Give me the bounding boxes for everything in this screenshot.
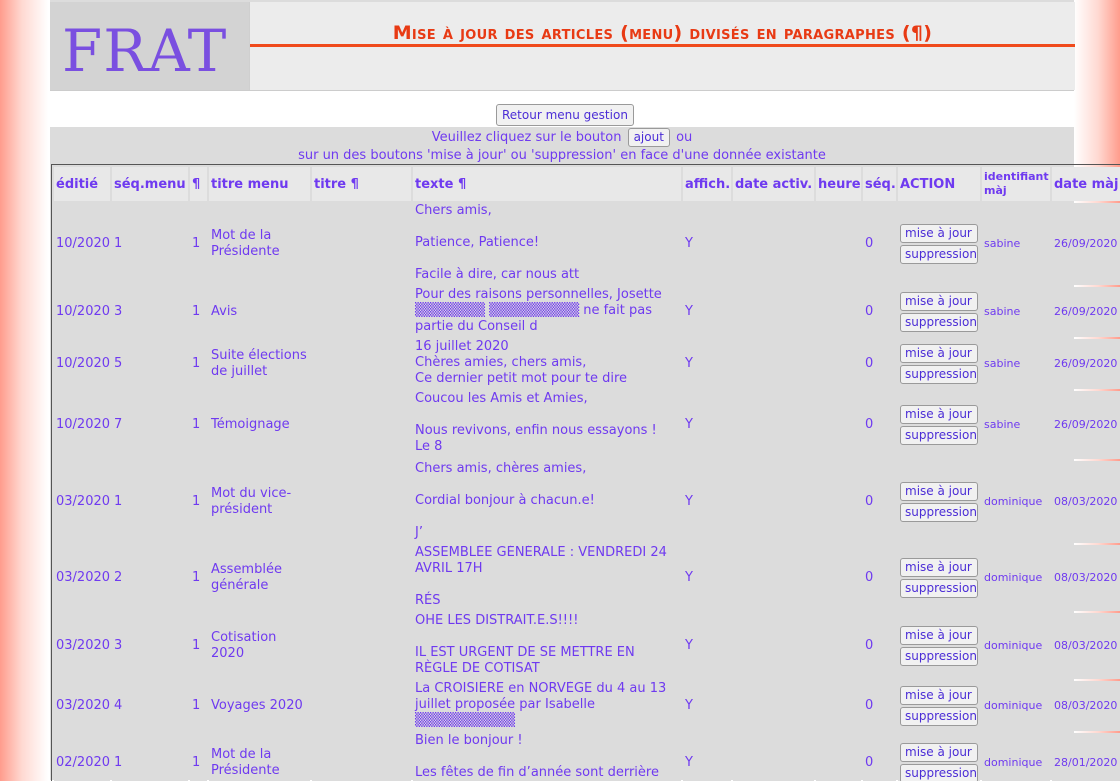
edition-cell: 03/2020 — [54, 461, 110, 543]
display-flag-cell: Y — [683, 461, 731, 543]
column-header: heure — [816, 167, 861, 201]
paragraph-cell: 1 — [190, 461, 207, 543]
delete-button[interactable]: suppression — [900, 707, 978, 726]
delete-button[interactable]: suppression — [900, 647, 978, 666]
seq-menu-cell: 4 — [112, 681, 188, 731]
updated-date-cell: 26/09/2020 — [1052, 203, 1120, 285]
sequence-cell: 0 — [863, 391, 896, 459]
paragraph-title-cell — [312, 613, 411, 679]
display-flag-cell: Y — [683, 733, 731, 781]
instructions-text-3: sur un des boutons 'mise à jour' ou 'suppression' en face d'une donnée existante — [298, 148, 826, 163]
top-toolbar — [50, 90, 1074, 127]
menu-title-cell: Mot de la Présidente — [209, 203, 310, 285]
seq-menu-cell: 1 — [112, 461, 188, 543]
table-row — [54, 461, 1120, 543]
text-cell: Chers amis, Patience, Patience! Facile à dire, car nous att — [413, 203, 681, 285]
display-flag-cell: Y — [683, 203, 731, 285]
update-button[interactable]: mise à jour — [900, 558, 978, 577]
activation-date-cell — [733, 339, 814, 389]
delete-button[interactable]: suppression — [900, 426, 978, 445]
updated-date-cell: 08/03/2020 — [1052, 545, 1120, 611]
title-underline — [250, 44, 1075, 47]
sequence-cell: 0 — [863, 287, 896, 337]
instructions-text-2: ou — [676, 130, 693, 145]
time-cell — [816, 203, 861, 285]
update-button[interactable]: mise à jour — [900, 344, 978, 363]
paragraph-cell: 1 — [190, 545, 207, 611]
updated-by-cell: dominique — [982, 545, 1050, 611]
column-header: date màj — [1052, 167, 1120, 201]
paragraph-title-cell — [312, 681, 411, 731]
paragraph-cell: 1 — [190, 339, 207, 389]
update-button[interactable]: mise à jour — [900, 686, 978, 705]
activation-date-cell — [733, 545, 814, 611]
edition-cell: 03/2020 — [54, 681, 110, 731]
column-header: séq.menu — [112, 167, 188, 201]
updated-by-cell: dominique — [982, 733, 1050, 781]
activation-date-cell — [733, 287, 814, 337]
time-cell — [816, 287, 861, 337]
display-flag-cell: Y — [683, 391, 731, 459]
update-button[interactable]: mise à jour — [900, 482, 978, 501]
update-button[interactable]: mise à jour — [900, 224, 978, 243]
column-header: titre menu — [209, 167, 310, 201]
column-header: éditié — [54, 167, 110, 201]
delete-button[interactable]: suppression — [900, 579, 978, 598]
sequence-cell: 0 — [863, 681, 896, 731]
time-cell — [816, 545, 861, 611]
column-header: séq. — [863, 167, 896, 201]
menu-title-cell: Mot de la Présidente — [209, 733, 310, 781]
display-flag-cell: Y — [683, 545, 731, 611]
paragraph-cell: 1 — [190, 733, 207, 781]
sequence-cell: 0 — [863, 545, 896, 611]
update-button[interactable]: mise à jour — [900, 405, 978, 424]
delete-button[interactable]: suppression — [900, 365, 978, 384]
table-row — [54, 681, 1120, 731]
column-header: texte ¶ — [413, 167, 681, 201]
sequence-cell: 0 — [863, 339, 896, 389]
time-cell — [816, 339, 861, 389]
time-cell — [816, 391, 861, 459]
menu-title-cell: Suite élections de juillet — [209, 339, 310, 389]
seq-menu-cell: 3 — [112, 287, 188, 337]
edition-cell: 02/2020 — [54, 733, 110, 781]
updated-date-cell: 26/09/2020 — [1052, 339, 1120, 389]
update-button[interactable]: mise à jour — [900, 626, 978, 645]
action-cell — [898, 287, 980, 337]
updated-date-cell: 26/09/2020 — [1052, 287, 1120, 337]
paragraph-cell: 1 — [190, 203, 207, 285]
menu-title-cell: Mot du vice-président — [209, 461, 310, 543]
paragraph-cell: 1 — [190, 287, 207, 337]
action-cell — [898, 733, 980, 781]
seq-menu-cell: 5 — [112, 339, 188, 389]
column-header: ACTION — [898, 167, 980, 201]
delete-button[interactable]: suppression — [900, 503, 978, 522]
paragraph-title-cell — [312, 339, 411, 389]
text-cell: Pour des raisons personnelles, Josette ▒▒▒▒▒▒▒ ▒▒▒▒▒▒▒▒▒ ne fait pas partie du Conseil d — [413, 287, 681, 337]
column-header: identifiant màj — [982, 167, 1050, 201]
updated-by-cell: sabine — [982, 203, 1050, 285]
column-header: affich. — [683, 167, 731, 201]
table-header-row — [54, 167, 1120, 201]
activation-date-cell — [733, 461, 814, 543]
action-cell — [898, 461, 980, 543]
instructions — [50, 128, 1074, 165]
menu-title-cell: Assemblée générale — [209, 545, 310, 611]
seq-menu-cell: 1 — [112, 203, 188, 285]
text-cell: La CROISIÈRE en NORVÈGE du 4 au 13 juillet proposée par Isabelle ▒▒▒▒▒▒▒▒▒▒ — [413, 681, 681, 731]
table-row — [54, 613, 1120, 679]
articles-table-container — [51, 164, 1120, 781]
menu-title-cell: Témoignage — [209, 391, 310, 459]
edition-cell: 03/2020 — [54, 613, 110, 679]
delete-button[interactable]: suppression — [900, 764, 978, 781]
edition-cell: 03/2020 — [54, 545, 110, 611]
updated-date-cell: 26/09/2020 — [1052, 391, 1120, 459]
updated-by-cell: dominique — [982, 461, 1050, 543]
updated-by-cell: dominique — [982, 681, 1050, 731]
activation-date-cell — [733, 203, 814, 285]
updated-date-cell: 28/01/2020 — [1052, 733, 1120, 781]
edition-cell: 10/2020 — [54, 203, 110, 285]
column-header: date activ. — [733, 167, 814, 201]
paragraph-title-cell — [312, 461, 411, 543]
table-row — [54, 287, 1120, 337]
title-area — [249, 2, 1075, 90]
text-cell: Bien le bonjour ! Les fêtes de fin d’année sont derrière — [413, 733, 681, 781]
table-body — [54, 203, 1120, 781]
action-cell — [898, 545, 980, 611]
updated-by-cell: sabine — [982, 339, 1050, 389]
table-row — [54, 733, 1120, 781]
display-flag-cell: Y — [683, 339, 731, 389]
column-header: ¶ — [190, 167, 207, 201]
sequence-cell: 0 — [863, 461, 896, 543]
table-row — [54, 545, 1120, 611]
instructions-text-1: Veuillez cliquez sur le bouton — [431, 130, 622, 145]
time-cell — [816, 681, 861, 731]
column-header: titre ¶ — [312, 167, 411, 201]
sequence-cell: 0 — [863, 203, 896, 285]
sequence-cell: 0 — [863, 733, 896, 781]
seq-menu-cell: 2 — [112, 545, 188, 611]
display-flag-cell: Y — [683, 287, 731, 337]
updated-date-cell: 08/03/2020 — [1052, 613, 1120, 679]
activation-date-cell — [733, 391, 814, 459]
logo-box — [50, 2, 249, 90]
delete-button[interactable]: suppression — [900, 313, 978, 332]
table-row — [54, 339, 1120, 389]
updated-date-cell: 08/03/2020 — [1052, 461, 1120, 543]
activation-date-cell — [733, 613, 814, 679]
edition-cell: 10/2020 — [54, 391, 110, 459]
menu-title-cell: Avis — [209, 287, 310, 337]
action-cell — [898, 681, 980, 731]
delete-button[interactable]: suppression — [900, 245, 978, 264]
action-cell — [898, 203, 980, 285]
action-cell — [898, 339, 980, 389]
text-cell: OHE LES DISTRAIT.E.S!!!! IL EST URGENT DE SE METTRE EN RÈGLE DE COTISAT — [413, 613, 681, 679]
seq-menu-cell: 7 — [112, 391, 188, 459]
updated-by-cell: sabine — [982, 287, 1050, 337]
time-cell — [816, 613, 861, 679]
articles-table — [52, 165, 1120, 781]
display-flag-cell: Y — [683, 613, 731, 679]
time-cell — [816, 461, 861, 543]
text-cell: 16 juillet 2020 Chères amies, chers amis, Ce dernier petit mot pour te dire — [413, 339, 681, 389]
sequence-cell: 0 — [863, 613, 896, 679]
paragraph-cell: 1 — [190, 613, 207, 679]
updated-by-cell: dominique — [982, 613, 1050, 679]
time-cell — [816, 733, 861, 781]
edition-cell: 10/2020 — [54, 287, 110, 337]
paragraph-title-cell — [312, 733, 411, 781]
edition-cell: 10/2020 — [54, 339, 110, 389]
seq-menu-cell: 3 — [112, 613, 188, 679]
updated-by-cell: sabine — [982, 391, 1050, 459]
activation-date-cell — [733, 733, 814, 781]
paragraph-title-cell — [312, 203, 411, 285]
action-cell — [898, 391, 980, 459]
menu-title-cell: Cotisation 2020 — [209, 613, 310, 679]
back-to-menu-button[interactable]: Retour menu gestion — [496, 104, 634, 126]
menu-title-cell: Voyages 2020 — [209, 681, 310, 731]
text-cell: ASSEMBLÉE GÉNÉRALE : VENDREDI 24 AVRIL 17H RÉS — [413, 545, 681, 611]
update-button[interactable]: mise à jour — [900, 743, 978, 762]
action-cell — [898, 613, 980, 679]
update-button[interactable]: mise à jour — [900, 292, 978, 311]
paragraph-cell: 1 — [190, 391, 207, 459]
table-row — [54, 391, 1120, 459]
paragraph-title-cell — [312, 287, 411, 337]
text-cell: Chers amis, chères amies, Cordial bonjour à chacun.e! J’ — [413, 461, 681, 543]
updated-date-cell: 08/03/2020 — [1052, 681, 1120, 731]
activation-date-cell — [733, 681, 814, 731]
display-flag-cell: Y — [683, 681, 731, 731]
paragraph-title-cell — [312, 391, 411, 459]
text-cell: Coucou les Amis et Amies, Nous revivons, enfin nous essayons ! Le 8 — [413, 391, 681, 459]
seq-menu-cell: 1 — [112, 733, 188, 781]
page-title: Mise à jour des articles (menu) divisés en paragraphes (¶) — [392, 22, 933, 44]
add-button[interactable]: ajout — [628, 128, 670, 147]
table-row — [54, 203, 1120, 285]
paragraph-cell: 1 — [190, 681, 207, 731]
paragraph-title-cell — [312, 545, 411, 611]
logo: FRAT — [62, 17, 228, 85]
